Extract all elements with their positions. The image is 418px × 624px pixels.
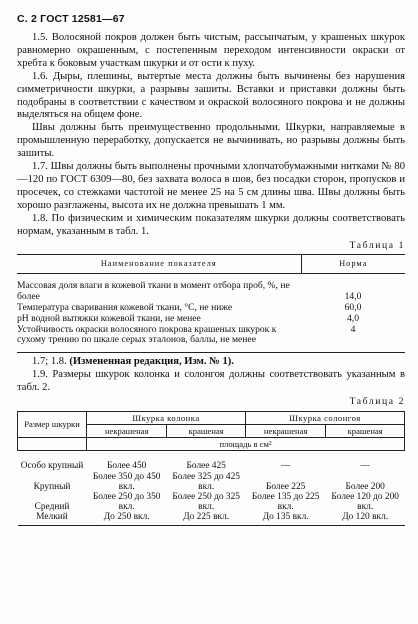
table2-cell: Более 425 — [186, 461, 226, 472]
table2-cell: До 225 вкл. — [167, 512, 246, 525]
table2-cell: Более 200 — [345, 481, 385, 492]
table-1 — [17, 254, 405, 353]
table2-cell: Более 250 до 350 вкл. — [92, 492, 161, 513]
table1-caption: Таблица 1 — [349, 239, 405, 251]
table-row — [17, 325, 405, 353]
table-2 — [17, 411, 405, 526]
table2-cell: Более 350 до 450 вкл. — [92, 471, 161, 492]
table2-cell: До 250 вкл. — [87, 512, 167, 525]
paragraph-1-7: 1.7. Швы должны быть выполнены прочными хлопчатобумажными нитками № 80—120 по ГОСТ 6309—80, без захвата волоса в шов, без посадки сторон, пропусков и просечек, со стежками частотой не менее 25 на 5 см длины шва. Швы должны быть хорошо разглажены, высота их не должна превышать 1 мм. — [17, 161, 405, 211]
table2-cell: До 135 вкл. — [245, 512, 325, 525]
paragraph-seams: Швы должны быть преимущественно продольными. Шкурки, направляемые в промышленную переработку, допускается не вычинивать, но разрывы должны быть зашиты. — [17, 122, 405, 160]
amendment-note: (Измененная редакция, Изм. № 1). — [69, 356, 234, 368]
table1-row-name: Температура сваривания кожевой ткани, °С, не ниже — [17, 302, 233, 313]
amendment-prefix: 1.7; 1.8. — [32, 356, 70, 368]
table2-header-s-dyed: крашеная — [326, 425, 405, 438]
table2-row-size: Мелкий — [18, 512, 87, 525]
table2-header-k-dyed: крашеная — [167, 425, 246, 438]
table2-row-size: Особо крупный — [20, 461, 84, 472]
paragraph-amendment — [17, 356, 405, 369]
table2-header-k-undyed: некрашеная — [87, 425, 167, 438]
table2-cell: Более 225 — [265, 481, 306, 492]
paragraph-1-9: 1.9. Размеры шкурок колонка и солонгоя должны соответствовать указанным в табл. 2. — [17, 369, 405, 393]
table2-row-size: Крупный — [33, 481, 71, 492]
table-row — [18, 492, 405, 512]
table1-row-name: Массовая доля влаги в кожевой ткани в момент отбора проб, %, не более — [17, 280, 290, 303]
table1-header-norm: Норма — [301, 255, 405, 274]
table2-cell: До 120 вкл. — [326, 512, 405, 525]
table2-cell: Более 120 до 200 вкл. — [331, 492, 399, 513]
paragraph-1-8: 1.8. По физическим и химическим показателям шкурки должны соответствовать нормам, указанным в табл. 1. — [17, 212, 405, 237]
table-row — [17, 274, 405, 303]
table1-row-name: pH водной вытяжки кожевой ткани, не менее — [17, 312, 201, 324]
table2-cell: — — [360, 461, 370, 472]
table2-row-size: Средний — [34, 502, 70, 513]
table1-row-value: 60,0 — [344, 302, 362, 313]
table2-header-s-undyed: некрашеная — [245, 425, 325, 438]
table2-cell: Более 135 до 225 вкл. — [251, 492, 320, 513]
table2-cell: Более 325 до 425 вкл. — [172, 471, 240, 492]
paragraph-1-5: 1.5. Волосяной покров должен быть чистым, рассыпчатым, у крашеных шкурок равномерно окрашенным, с постепенным переходом интенсивности окраски от хребта к боковым участкам шкурки и от ости к пуху. — [17, 32, 405, 69]
table-row — [18, 512, 405, 525]
table1-row-name: Устойчивость окраски волосяного покрова крашеных шкурок к сухому трению по шкале серых эталонов, баллы, не менее — [17, 325, 301, 353]
paragraph-1-6: 1.6. Дыры, плешины, вытертые места должны быть вычинены без нарушения симметричности шкурки, а разрывы зашиты. Вставки и приставки должны быть подобраны в соответствии с качеством и окраской волосяного покрова и не должны выделяться на общем фоне. — [17, 70, 405, 121]
page-header: С. 2 ГОСТ 12581—67 — [17, 13, 125, 25]
table1-row-value: 4,0 — [347, 312, 359, 324]
table-row — [18, 461, 405, 471]
table2-header-size: Размер шкурки — [18, 411, 87, 437]
table-row — [18, 472, 405, 492]
table2-caption: Таблица 2 — [349, 395, 405, 407]
table2-header-area: площадь в см² — [87, 438, 405, 451]
table1-header-name: Наименование показателя — [17, 255, 301, 274]
table2-header-kolonok: Шкурка колонка — [87, 411, 246, 424]
table2-header-solongoy: Шкурка солонгоя — [245, 411, 404, 424]
table1-row-value: 14,0 — [344, 291, 362, 303]
table2-cell: Более 450 — [107, 461, 147, 472]
table2-cell: Более 250 до 325 вкл. — [172, 492, 240, 513]
table1-row-value: 4 — [301, 325, 405, 353]
table-row — [17, 314, 405, 325]
document-body — [17, 32, 405, 526]
table2-cell: — — [280, 461, 291, 472]
